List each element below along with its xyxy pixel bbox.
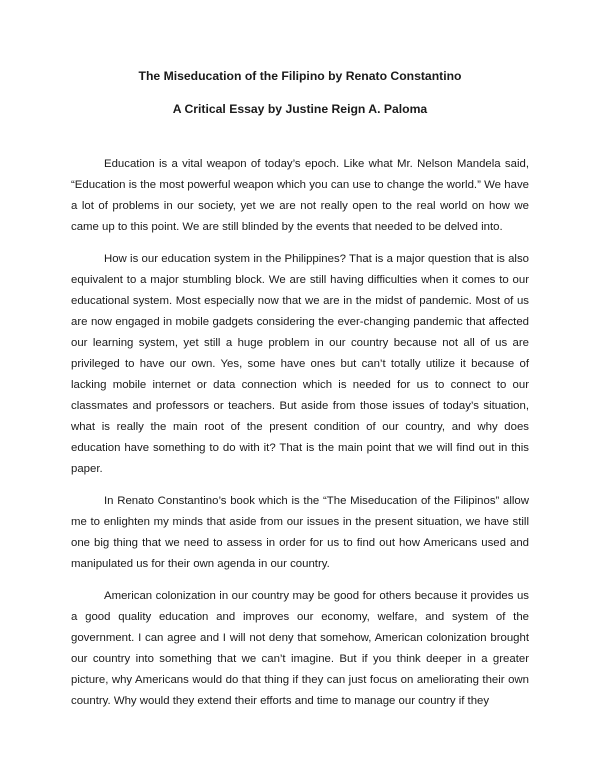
essay-body — [71, 154, 529, 723]
paragraph: How is our education system in the Philippines? That is a major question that is also equivalent to a major stumbling block. We are still having difficulties when it comes to our educational system. Most especially now that we are in the midst of pandemic. Most of us are now engaged in mobile gadgets considering the ever-changing pandemic that affected our learning system, yet still a huge problem in our country because not all of us are privileged to have our own. Yes, some have ones but can’t totally utilize it because of lacking mobile internet or data connection which is needed for us to connect to our classmates and professors or teachers. But aside from those issues of today’s situation, what is really the main root of the present condition of our country, and why does education have something to do with it? That is the main point that we will find out in this paper. — [71, 253, 529, 475]
paragraph: Education is a vital weapon of today’s epoch. Like what Mr. Nelson Mandela said, “Education is the most powerful weapon which you can use to change the world.” We have a lot of problems in our society, yet we are not really open to the real world on how we came up to this point. We are still blinded by the events that needed to be delved into. — [71, 158, 529, 233]
paragraph: American colonization in our country may be good for others because it provides us a good quality education and improves our economy, welfare, and system of the government. I can agree and I will not deny that somehow, American colonization brought our country into something that we can’t imagine. But if you think deeper in a greater picture, why Americans would do that thing if they can just focus on ameliorating their own country. Why would they extend their efforts and time to manage our country if they — [71, 590, 529, 707]
paragraph: In Renato Constantino’s book which is the “The Miseducation of the Filipinos” allow me to enlighten my minds that aside from our issues in the present situation, we have still one big thing that we need to assess in order for us to find out how Americans used and manipulated us for their own agenda in our country. — [71, 495, 529, 570]
document-subtitle: A Critical Essay by Justine Reign A. Paloma — [172, 102, 428, 116]
document-title: The Miseducation of the Filipino by Renato Constantino — [138, 69, 462, 83]
